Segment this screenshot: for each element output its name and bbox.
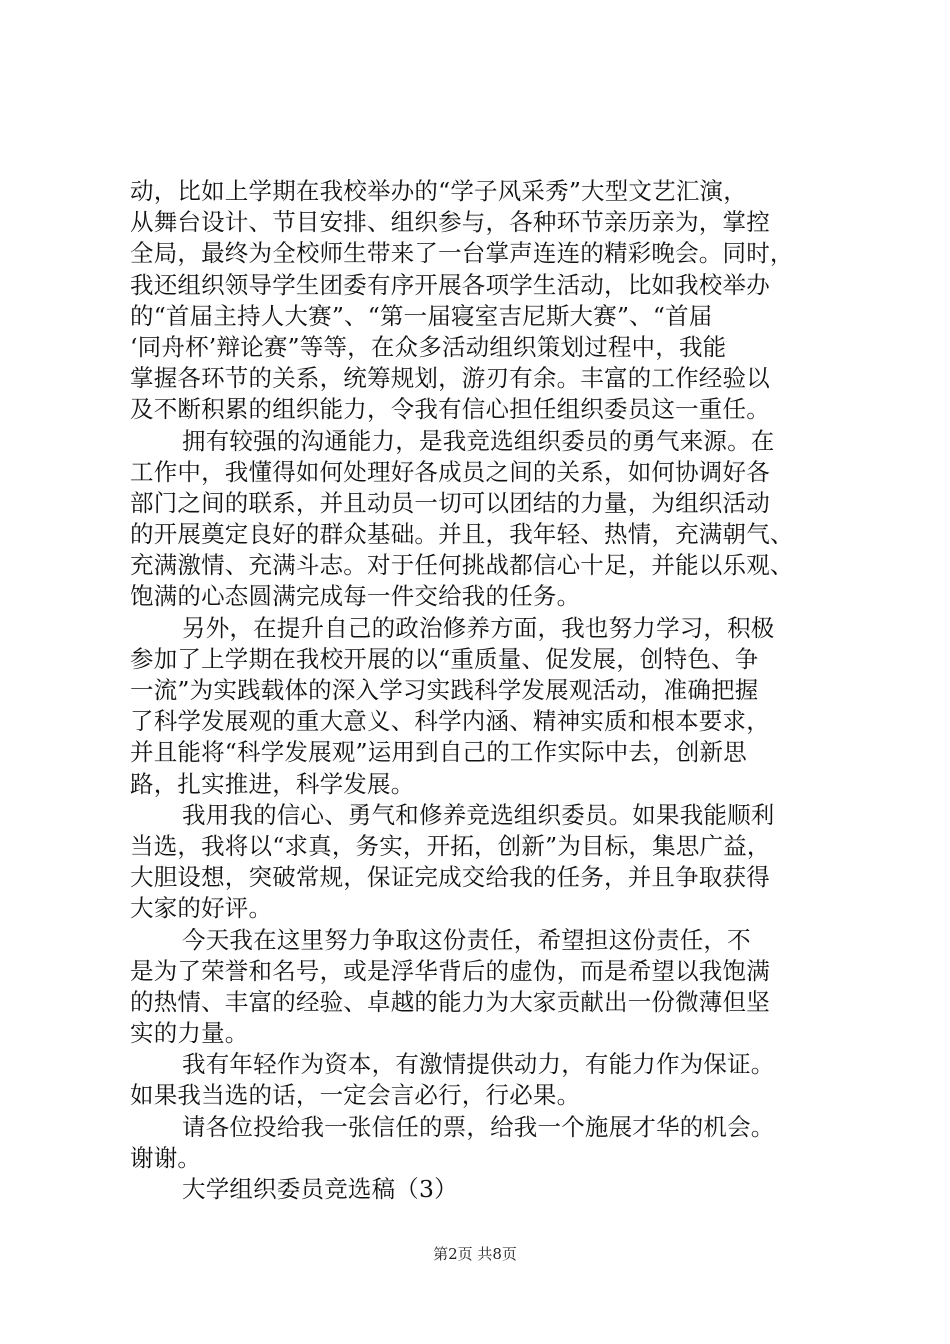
text-line: 路，扎实推进，科学发展。 — [130, 769, 415, 798]
text-line: 掌握各环节的关系，统筹规划，游刃有余。丰富的工作经验以 — [130, 364, 770, 393]
text-line: 工作中，我懂得如何处理好各成员之间的关系，如何协调好各 — [130, 457, 770, 486]
document-body — [130, 176, 850, 1205]
text-line: 全局，最终为全校师生带来了一台掌声连连的精彩晚会。同时， — [130, 239, 794, 268]
text-line: 我还组织领导学生团委有序开展各项学生活动，比如我校举办 — [130, 270, 770, 299]
text-line: 参加了上学期在我校开展的以“重质量、促发展，创特色、争 — [130, 644, 759, 673]
text-line: 部门之间的联系，并且动员一切可以团结的力量，为组织活动 — [130, 488, 770, 517]
text-line: 一流”为实践载体的深入学习实践科学发展观活动，准确把握 — [130, 676, 759, 704]
text-line: 实的力量。 — [130, 1019, 249, 1048]
text-line: 请各位投给我一张信任的票，给我一个施展才华的机会。 — [182, 1112, 775, 1141]
text-line: 如果我当选的话，一定会言必行，行必果。 — [130, 1081, 581, 1110]
text-line: 从舞台设计、节目安排、组织参与，各种环节亲历亲为，掌控 — [130, 208, 770, 237]
text-line: 及不断积累的组织能力，令我有信心担任组织委员这一重任。 — [130, 395, 770, 424]
text-line: 大学组织委员竞选稿（3） — [182, 1175, 458, 1203]
text-line: 是为了荣誉和名号，或是浮华背后的虚伪，而是希望以我饱满 — [130, 956, 770, 985]
text-line: 我用我的信心、勇气和修养竞选组织委员。如果我能顺利 — [182, 800, 775, 829]
text-line: 谢谢。 — [130, 1143, 202, 1172]
text-line: 大胆设想，突破常规，保证完成交给我的任务，并且争取获得 — [130, 863, 770, 892]
page-footer: 第2页 共8页 — [433, 1245, 517, 1263]
text-line: 今天我在这里努力争取这份责任，希望担这份责任，不 — [182, 925, 751, 954]
text-line: 了科学发展观的重大意义、科学内涵、精神实质和根本要求， — [130, 707, 770, 736]
text-line: 并且能将“科学发展观”运用到自己的工作实际中去，创新思 — [130, 738, 747, 767]
text-line: 的开展奠定良好的群众基础。并且，我年轻、热情，充满朝气、 — [130, 520, 794, 549]
text-line: ‘同舟杯’辩论赛”等等，在众多活动组织策划过程中，我能 — [130, 332, 727, 361]
text-line: 动，比如上学期在我校举办的“学子风采秀”大型文艺汇演， — [130, 177, 747, 205]
text-line: 我有年轻作为资本，有激情提供动力，有能力作为保证。 — [182, 1050, 775, 1079]
text-line: 拥有较强的沟通能力，是我竞选组织委员的勇气来源。在 — [182, 426, 775, 455]
text-line: 的“首届主持人大赛”、“第一届寝室吉尼斯大赛”、“首届 — [130, 301, 713, 330]
text-line: 饱满的心态圆满完成每一件交给我的任务。 — [130, 582, 581, 611]
text-line: 大家的好评。 — [130, 894, 273, 923]
text-line: 另外，在提升自己的政治修养方面，我也努力学习，积极 — [182, 613, 775, 642]
text-line: 的热情、丰富的经验、卓越的能力为大家贡献出一份微薄但坚 — [130, 987, 770, 1016]
text-line: 当选，我将以“求真，务实，开拓，创新”为目标，集思广益， — [130, 831, 771, 860]
text-line: 充满激情、充满斗志。对于任何挑战都信心十足，并能以乐观、 — [130, 551, 794, 580]
